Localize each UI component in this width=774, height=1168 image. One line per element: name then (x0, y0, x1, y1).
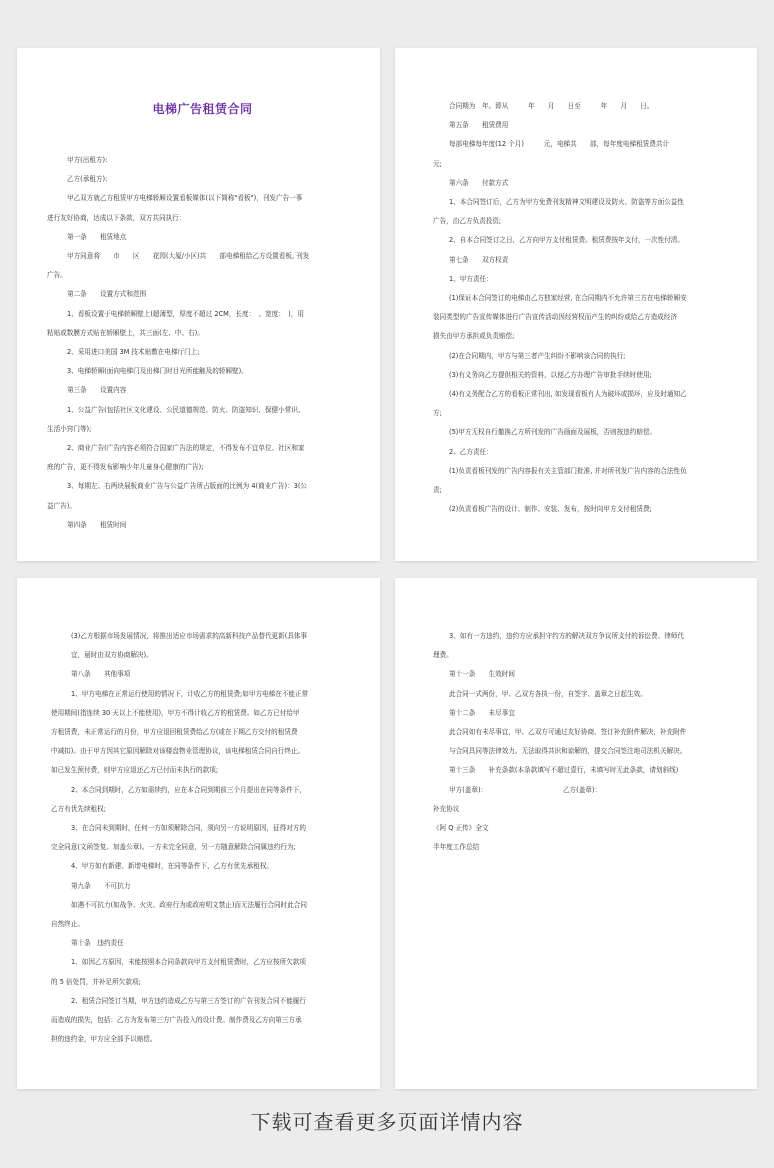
document-page-4 (395, 578, 757, 1089)
text-line: 乙方有优先续租权; (51, 804, 106, 813)
text-line: (2)负责看板广告的设计、制作、安装、发布，按时向甲方支付租赁费; (449, 505, 652, 514)
text-line: 粘贴或数膜方式贴在轿厢壁上，共三面(左、中、右)。 (47, 328, 204, 337)
text-line: 而造成的损失，包括：乙方为发布第三方广告投入的设计费。制作费及乙方向第三方承 (51, 1016, 302, 1025)
document-page-1 (17, 48, 380, 561)
text-line: 4、甲方如有新建、新增电梯时，在同等条件下，乙方有优先承租权。 (71, 862, 274, 871)
text-line: 此合同一式两份，甲、乙双方各执一份，自签字、盖章之日起生效。 (449, 689, 647, 698)
text-line: (4)有义务配合乙方的看板正常刊出, 如发现看板有人为破坏或损坏，应及时通知乙 (449, 390, 687, 399)
text-line: (5)甲方无权自行撤换乙方所刊发的广告画面及展板，否则按违约赔偿。 (449, 428, 657, 437)
text-line: 每部电梯每年度(12 个月) 元，电梯共 部，每年度电梯租赁费共计 (449, 140, 670, 149)
text-line: (1)保证本合同签订的电梯由乙方独家经营, 在合同期内不允许第三方在电梯轿厢安 (449, 294, 687, 303)
text-line: 使用期间(指连续 30 天以上不能使用)，甲方不得计收乙方的租赁费。如乙方已付给甲 (51, 708, 300, 717)
text-line: 甲乙双方就乙方租赁甲方电梯轿厢设置看板媒体(以下简称"看板")，刊发广告一事 (67, 194, 303, 203)
text-line: 如遇不可抗力(如战争、火灾、政府行为或政府明文禁止)而无法履行合同时此合同 (71, 900, 307, 909)
text-line: 3、如有一方违约，违约方应承担守约方的解决双方争议所支付的诉讼费、律师代 (449, 632, 684, 640)
document-page-3 (17, 578, 380, 1089)
text-line: 2、自本合同签订之日，乙方向甲方支付租赁费。租赁费按年支付，一次性付清。 (449, 236, 684, 245)
text-line: 自然终止。 (51, 920, 84, 929)
text-line: 第四条 租赁时间 (67, 520, 127, 529)
text-line: 责; (433, 486, 442, 495)
footer-caption: 下载可查看更多页面详情内容 (250, 1110, 524, 1134)
text-line: 1、甲方电梯在正常运行使用的情况下，计收乙方的租赁费;如甲方电梯在不能正常 (71, 689, 309, 698)
text-line: 2、租赁合同签订当期，甲方违约造成乙方与第三方签订的广告刊发合同不能履行 (71, 996, 306, 1005)
text-line: 第十二条 未尽事宜 (449, 708, 515, 717)
text-line: 第一条 租赁地点 (67, 232, 127, 241)
text-line: 庭的广告，更不得发布影响少年儿童身心健康的广告); (47, 463, 204, 472)
text-line: 元; (433, 159, 442, 168)
text-line: 第十条 违约责任 (71, 939, 124, 948)
document-page-2 (395, 48, 757, 561)
text-line: 第九条 不可抗力 (71, 881, 131, 890)
text-line: 1、本合同签订后，乙方为甲方免费刊发精神文明建设及防火、防盗等方面公益性 (449, 198, 684, 207)
document-title: 电梯广告租赁合同 (152, 102, 253, 116)
text-line: 广告。 (47, 271, 67, 280)
text-line: 装同类型的广告宣传媒体进行广告宣传活动因经营权而产生的纠纷或给乙方造成经济 (433, 313, 677, 322)
text-line: 半年度工作总结 (433, 843, 480, 852)
text-line: 第六条 付款方式 (449, 178, 509, 187)
text-line: 1、甲方责任： (449, 274, 493, 283)
text-line: 甲方(出租方): (67, 156, 108, 164)
text-line: (3)乙方根据市场发展情况，将推出适应市场需求的高新科技产品替代更新(具体事 (71, 632, 308, 640)
text-line: 2、采用进口美国 3M 技术贴敷在电梯厅门上; (67, 348, 200, 357)
text-line: 第七条 双方权责 (449, 255, 509, 264)
text-line: (2)在合同期内，甲方与第三者产生纠纷不影响该合同的执行; (449, 351, 626, 360)
text-line: 补充协议 (433, 804, 460, 813)
text-line: 3、电梯轿厢(面向电梯门及出梯门时目光所能触及的轿厢壁)。 (67, 367, 248, 376)
page-text (51, 627, 358, 1049)
text-line: 的 5 倍处罚，并补足所欠款项; (51, 977, 141, 986)
text-line: 2、商业广告(广告内容必须符合国家广告法的规定，不得发布不宜单位、社区和家 (67, 444, 305, 453)
text-line: 合同期为 年。即从 年 月 日至 年 月 日。 (449, 102, 654, 110)
text-line: 第二条 设置方式和范围 (67, 290, 147, 299)
text-line: 第十一条 生效时间 (449, 670, 515, 679)
text-line: 第五条 租赁费用 (449, 121, 509, 130)
text-line: 中减扣)。由于甲方因其它原因解除对该楼盘物业管理协议，该电梯租赁合同自行终止。 (51, 747, 305, 756)
text-line: 第十三条 补充条款(本条款填写不超过壹行，未填写时无此条款，请划斜线) (449, 766, 679, 775)
text-line: 3、每期左、右两块展板商业广告与公益广告所占版面的比例为 4(商业广告)：3(公 (67, 482, 307, 491)
text-line: 第三条 设置内容 (67, 386, 127, 395)
text-line: 理费。 (433, 651, 453, 660)
text-line: 方租赁费，未正常运行的月份，甲方应退回租赁费给乙方(或在下期乙方交付的租赁费 (51, 728, 298, 737)
text-line: 方; (433, 409, 442, 418)
page-text (433, 97, 733, 519)
text-line: 宜，届时由双方协商解决)。 (71, 651, 153, 660)
text-line: 担的违约金，甲方应全部予以赔偿。 (51, 1035, 157, 1044)
text-line: 1、如因乙方原因，未能按照本合同条款向甲方支付租赁费时，乙方应按所欠款项 (71, 958, 306, 967)
text-line: 1、看板设置于电梯轿厢壁上(超薄型，厚度不超过 2CM，长度： 、宽度： )，用 (67, 309, 304, 318)
text-line: 3、在合同未到期时，任何一方如须解除合同，须向另一方说明原因，征得对方的 (71, 824, 306, 833)
text-line: 2、本合同到期时，乙方如需续约，应在本合同到期前三个月提出在同等条件下， (71, 785, 306, 794)
text-line: 与合同具同等法律效力。无法取得共识和谅解的，提交合同签注地司法机关解决。 (449, 747, 687, 756)
text-line: 甲方同意将 市 区 花园(大厦/小区)共 部电梯租给乙方设置看板, 刊发 (67, 252, 310, 261)
text-line: 完全同意(文函签复、加盖公章)。一方未完全同意，另一方随意解除合同属违约行为; (51, 843, 296, 852)
text-line: 2、乙方责任： (449, 447, 493, 456)
text-line: (3)有义务向乙方提供相关的资料，以便乙方办理广告审批手续时使用; (449, 370, 652, 379)
text-line: (1)负责看板刊发的广告内容报有关主管部门批准, 并对所刊发广告内容的合法性负 (449, 466, 687, 475)
text-line: 如已发生预付费，则甲方应退还乙方已付而未执行的款项; (51, 766, 219, 775)
text-line: 《阿 Q 正传》全文 (433, 824, 489, 833)
text-line: 进行友好协商，达成以下条款，双方共同执行： (47, 213, 186, 222)
text-line: 益广告)。 (47, 501, 76, 510)
text-line: 乙方(承租方): (67, 175, 108, 184)
page-text (433, 627, 733, 857)
text-line: 第八条 其他事项 (71, 670, 131, 679)
text-line: 损失由甲方承担或负责赔偿; (433, 332, 515, 341)
text-line: 广告，由乙方负责投资; (433, 217, 502, 226)
page-text (47, 151, 358, 535)
text-line: 1、公益广告(包括社区文化建设、公民道德规范、防火、防盗知识、保健小常识、 (67, 405, 305, 414)
text-line: 生活小窍门等); (47, 424, 92, 433)
text-line: 此合同如有未尽事宜，甲、乙双方可通过友好协商、签订补充附件解决，补充附件 (449, 728, 687, 737)
text-line: 甲方(盖章)： 乙方(盖章)： (449, 785, 602, 794)
